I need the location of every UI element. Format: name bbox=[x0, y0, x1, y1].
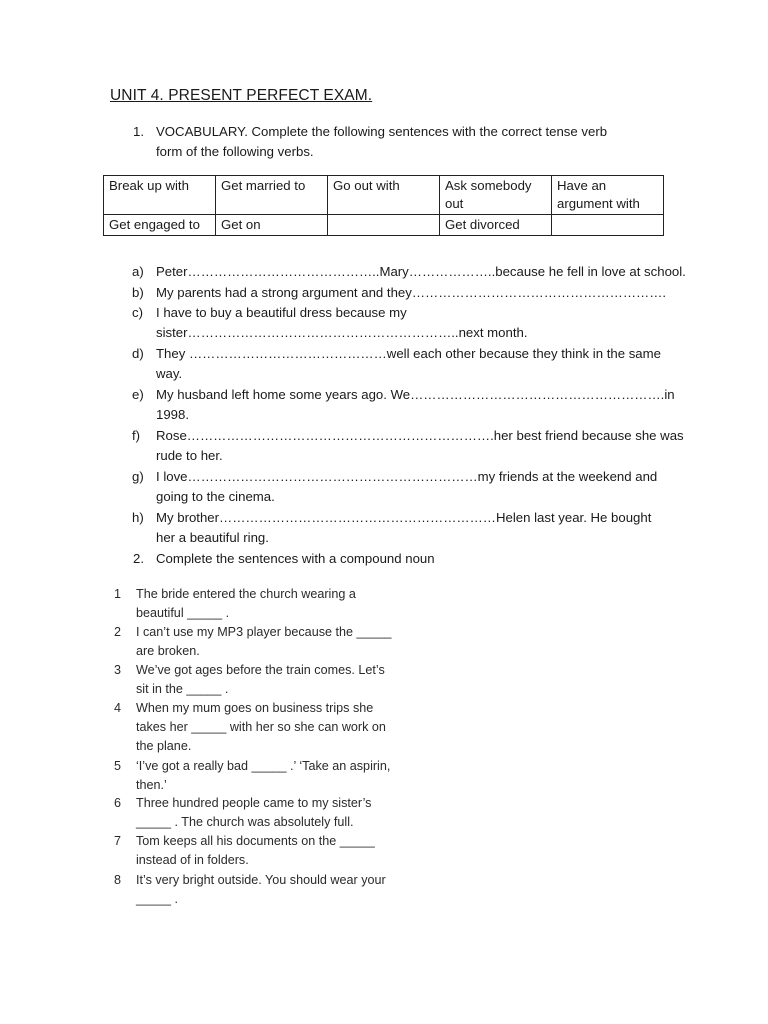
section-1-instruction-line-1: VOCABULARY. Complete the following sentences with the correct tense verb bbox=[156, 124, 608, 139]
compound-noun-text-line: _____ . The church was absolutely full. bbox=[136, 815, 354, 829]
compound-noun-text-line: When my mum goes on business trips she bbox=[136, 701, 374, 715]
exercise-text-line: way. bbox=[156, 366, 183, 381]
exercise-text-line: My parents had a strong argument and they…………………………………………………. bbox=[156, 285, 667, 300]
vocab-cell bbox=[328, 215, 440, 236]
compound-noun-number: 3 bbox=[114, 663, 122, 677]
exercise-letter: a) bbox=[132, 264, 144, 279]
compound-noun-text-line: ‘I’ve got a really bad _____ .’ ‘Take an aspirin, bbox=[136, 759, 391, 773]
compound-noun-text-line: _____ . bbox=[136, 892, 179, 906]
exercise-letter: f) bbox=[132, 428, 141, 443]
vocab-cell: Ask somebody out bbox=[440, 176, 552, 215]
exercise-text-line: her a beautiful ring. bbox=[156, 530, 269, 545]
compound-noun-text-line: Tom keeps all his documents on the _____ bbox=[136, 834, 375, 848]
compound-noun-text-line: beautiful _____ . bbox=[136, 606, 230, 620]
exercise-letter: b) bbox=[132, 285, 144, 300]
exercise-letter: h) bbox=[132, 510, 144, 525]
vocab-cell: Have an argument with bbox=[552, 176, 664, 215]
vocab-cell: Break up with bbox=[104, 176, 216, 215]
compound-noun-text-line: instead of in folders. bbox=[136, 853, 249, 867]
exercise-letter: g) bbox=[132, 469, 144, 484]
compound-noun-text-line: then.’ bbox=[136, 778, 167, 792]
section-1-instruction-line-2: form of the following verbs. bbox=[156, 144, 314, 159]
compound-noun-number: 2 bbox=[114, 625, 122, 639]
page-title: UNIT 4. PRESENT PERFECT EXAM. bbox=[110, 87, 373, 104]
vocabulary-table-row bbox=[104, 215, 664, 236]
compound-noun-text-line: Three hundred people came to my sister’s bbox=[136, 796, 372, 810]
compound-noun-text-line: are broken. bbox=[136, 644, 200, 658]
exercise-text-line: Rose…………………………………………………………….her best friend because she was bbox=[156, 428, 684, 443]
compound-noun-text-line: the plane. bbox=[136, 739, 192, 753]
section-2-number: 2. bbox=[133, 551, 144, 566]
vocab-cell: Get married to bbox=[216, 176, 328, 215]
exercise-text-line: I have to buy a beautiful dress because my bbox=[156, 305, 407, 320]
exercise-text-line: My brother………………………………………………………Helen last year. He bought bbox=[156, 510, 652, 525]
compound-noun-number: 6 bbox=[114, 796, 122, 810]
compound-noun-text-line: I can’t use my MP3 player because the _____ bbox=[136, 625, 392, 639]
section-2-instruction: Complete the sentences with a compound noun bbox=[156, 551, 435, 566]
exercise-letter: d) bbox=[132, 346, 144, 361]
compound-noun-text-line: takes her _____ with her so she can work on bbox=[136, 720, 386, 734]
exercise-text-line: sister……………………………………………………..next month. bbox=[156, 325, 528, 340]
vocabulary-table bbox=[103, 175, 664, 236]
compound-noun-number: 7 bbox=[114, 834, 122, 848]
compound-noun-number: 1 bbox=[114, 587, 122, 601]
vocab-cell: Get divorced bbox=[440, 215, 552, 236]
compound-noun-text-line: The bride entered the church wearing a bbox=[136, 587, 356, 601]
exercise-text-line: Peter……………………………………..Mary………………..because he fell in love at school. bbox=[156, 264, 686, 279]
vocabulary-table-row bbox=[104, 176, 664, 215]
compound-noun-text-line: We’ve got ages before the train comes. Let’s bbox=[136, 663, 385, 677]
compound-noun-text-line: It’s very bright outside. You should wear your bbox=[136, 873, 386, 887]
exercise-letter: e) bbox=[132, 387, 144, 402]
section-1-number: 1. bbox=[133, 124, 144, 139]
exercise-text-line: My husband left home some years ago. We………………………………………………….in bbox=[156, 387, 675, 402]
exercise-text-line: They ………………………………………well each other because they think in the same bbox=[156, 346, 661, 361]
compound-noun-number: 8 bbox=[114, 873, 122, 887]
exercise-text-line: going to the cinema. bbox=[156, 489, 275, 504]
compound-noun-text-line: sit in the _____ . bbox=[136, 682, 229, 696]
exercise-text-line: 1998. bbox=[156, 407, 190, 422]
vocab-cell: Go out with bbox=[328, 176, 440, 215]
vocab-cell: Get on bbox=[216, 215, 328, 236]
compound-noun-number: 4 bbox=[114, 701, 122, 715]
vocab-cell: Get engaged to bbox=[104, 215, 216, 236]
exercise-text-line: I love…………………………………………………………my friends at the weekend and bbox=[156, 469, 658, 484]
exercise-text-line: rude to her. bbox=[156, 448, 223, 463]
vocab-cell bbox=[552, 215, 664, 236]
compound-noun-number: 5 bbox=[114, 759, 122, 773]
exercise-letter: c) bbox=[132, 305, 143, 320]
